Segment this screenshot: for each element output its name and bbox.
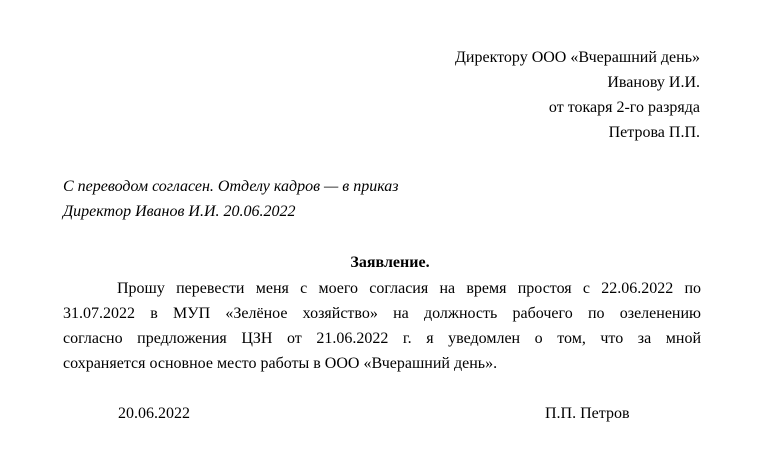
document-title: Заявление. (350, 254, 430, 271)
body-line-3: согласно предложения ЦЗН от 21.06.2022 г. я уведомлен о том, что за мной (63, 330, 701, 347)
applicant-name: Петрова П.П. (608, 124, 700, 141)
signer-name: П.П. Петров (545, 405, 630, 422)
application-body (63, 276, 701, 376)
resolution-text: С переводом согласен. Отделу кадров — в приказ (63, 178, 399, 195)
applicant-position: от токаря 2-го разряда (548, 99, 700, 116)
resolution-block (63, 174, 399, 224)
body-line-1: Прошу перевести меня с моего согласия на время простоя с 22.06.2022 по (117, 280, 701, 297)
resolution-signature: Директор Иванов И.И. 20.06.2022 (63, 203, 296, 220)
addressee-block (455, 45, 700, 145)
addressee-name: Иванову И.И. (607, 74, 700, 91)
body-line-4: сохраняется основное место работы в ООО «Вчерашний день». (63, 355, 498, 372)
body-line-2: 31.07.2022 в МУП «Зелёное хозяйство» на должность рабочего по озеленению (63, 305, 701, 322)
signature-date: 20.06.2022 (118, 405, 190, 422)
addressee-position: Директору ООО «Вчерашний день» (454, 49, 700, 66)
